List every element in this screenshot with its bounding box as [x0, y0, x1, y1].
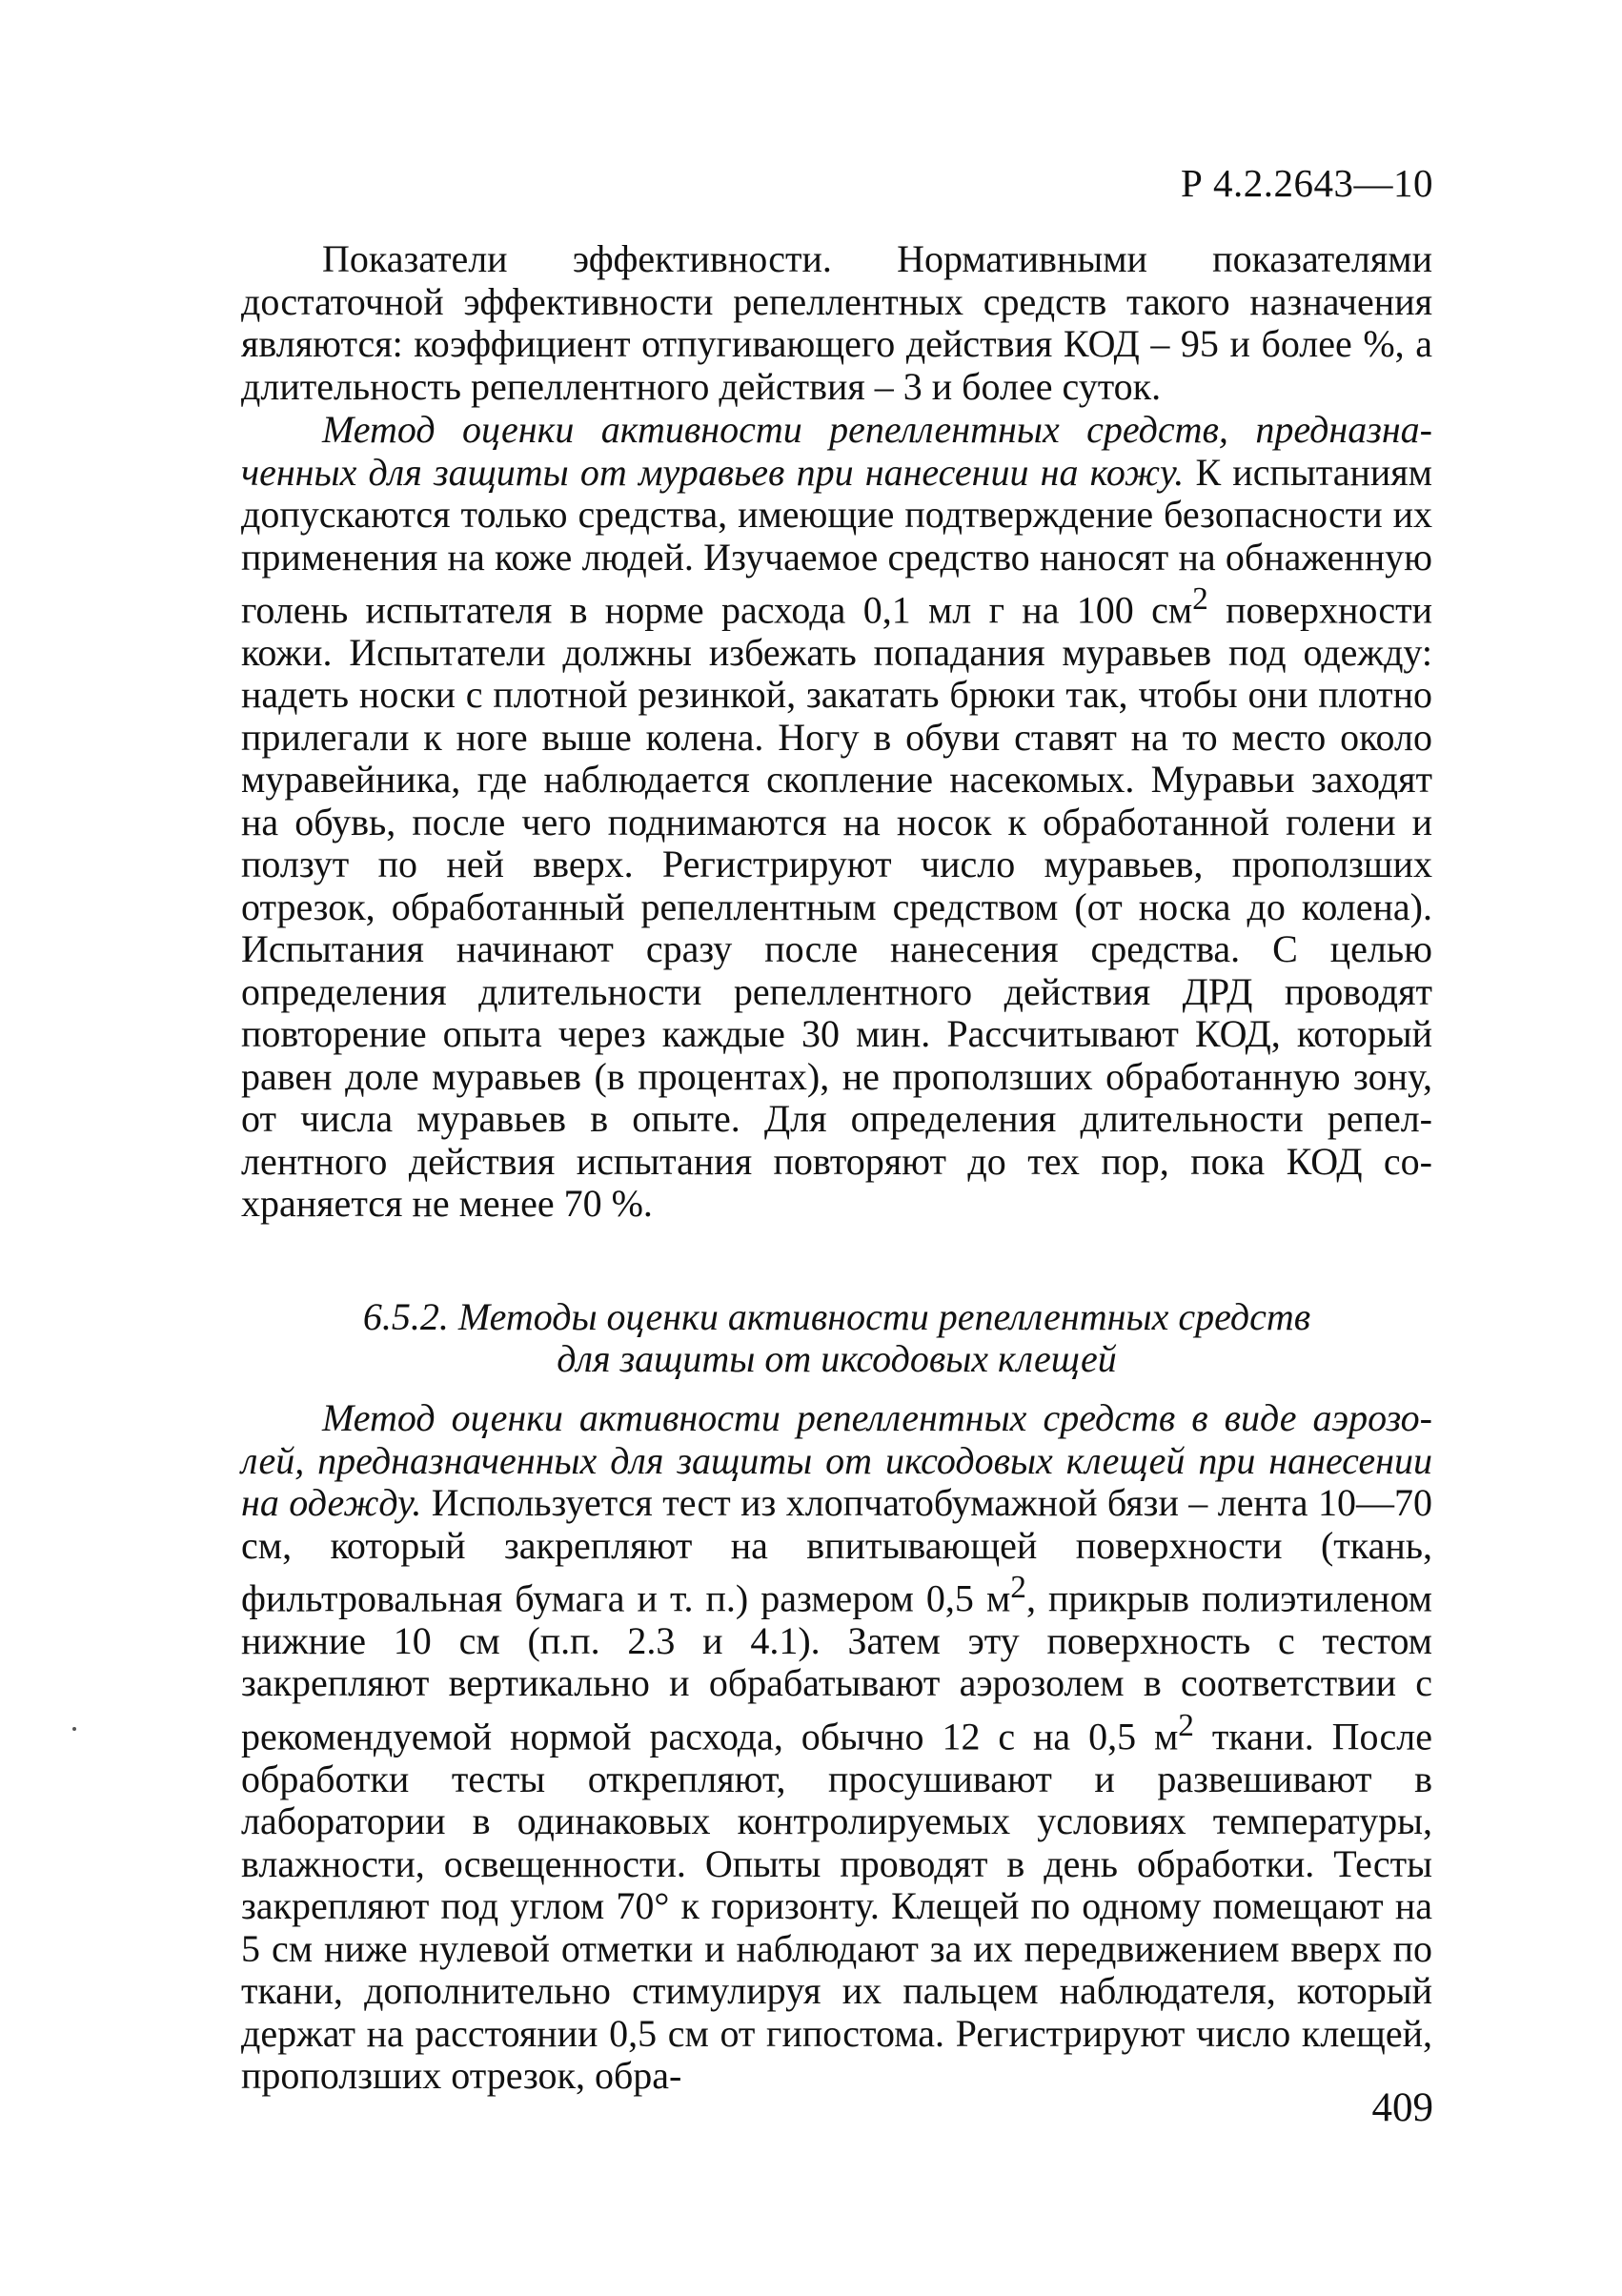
paragraph-efficiency-indicators	[241, 238, 1432, 408]
tick-method-text-c: ткани. После обработки тесты открепляют, просушивают и развешивают в лаборатории в одинаковых контролируемых условиях температуры, влажности, освещенности. Опыты проводят в день обработки. Тесты закрепляют под углом 70° к горизонту. Клещей по одному помещают на 5 см ниже нулевой отметки и наблюдают за их передвижением вверх по ткани, дополнительно стимулируя их пальцем наблюдателя, который держат на расстоянии 0,5 см от гипостома. Регистрируют число клещей, проползших отрезок, обра-	[241, 1715, 1432, 2098]
efficiency-indicators-text: Показатели эффективности. Нормативными показателями достаточной эффективности репеллентных средств такого назначения являются: коэффициент отпугивающего действия КОД – 95 и более %, а длительность репеллентного действия – 3 и более суток.	[241, 237, 1432, 408]
text-block-ticks	[241, 1397, 1432, 2098]
tick-method-text-a: Используется тест из хлопчатобумажной бязи – лента 10—70 см, который закрепляют на впитывающей поверхности (ткань, фильтровальная бумага и т. п.) размером 0,5 м	[241, 1481, 1432, 1620]
page-number: 409	[1371, 2085, 1433, 2130]
paragraph-ant-method	[241, 409, 1432, 1226]
section-heading	[241, 1296, 1432, 1380]
text-block-ants	[241, 238, 1432, 1226]
superscript-m2-first: 2	[1010, 1570, 1026, 1605]
tick-method-text-b: , прикрыв полиэтиленом нижние 10 см (п.п. 2.3 и 4.1). Затем эту поверхность с тестом закрепляют вертикально и обрабатывают аэрозолем в соответствии с рекомендуемой нормой расхода, обычно 12 с на 0,5 м	[241, 1576, 1432, 1758]
section-heading-line-2: для защиты от иксодовых клещей	[557, 1337, 1117, 1380]
section-heading-line-1: 6.5.2. Методы оценки активности репеллентных средств	[362, 1295, 1311, 1338]
scan-speck	[72, 1727, 76, 1731]
tick-method-title: Метод оценки активности репеллентных средств в виде аэрозолей, предназначенных для защиты от иксодовых клещей при нанесении на одежду.	[241, 1396, 1432, 1524]
ant-method-title: Метод оценки активности репеллентных средств, предназначенных для защиты от муравьев при нанесении на кожу.	[241, 408, 1432, 494]
paragraph-tick-method	[241, 1397, 1432, 2098]
superscript-cm2: 2	[1192, 581, 1208, 617]
ant-method-text-b: поверхности кожи. Испытатели должны избежать попадания муравьев под одежду: надеть носки с плотной резинкой, закатать брюки так, чтобы они плотно прилегали к ноге выше колена. Ногу в обуви ставят на то место около муравейника, где наблюдается скопление насекомых. Муравьи заходят на обувь, после чего поднимаются на носок к обработанной голени и ползут по ней вверх. Регистрируют число муравьев, проползших отрезок, обработанный репеллентным средством (от носка до колена). Испытания начинают сразу после нанесения средства. С целью определения длительности репеллентного действия ДРД проводят повторение опыта через каждые 30 мин. Рассчитывают КОД, который равен доле муравьев (в процентах), не проползших обработанную зону, от числа муравьев в опыте. Для определения длительности репеллентного действия испытания повторяют до тех пор, пока КОД сохраняется не менее 70 %.	[241, 588, 1432, 1226]
ant-method-text-a: К испытаниям допускаются только средства, имеющие подтверждение безопасности их применения на коже людей. Изучаемое средство наносят на обнаженную голень испытателя в норме расхода 0,1 мл г на 100 см	[241, 450, 1432, 632]
superscript-m2-second: 2	[1178, 1707, 1194, 1743]
document-code-header: Р 4.2.2643—10	[1180, 161, 1433, 205]
